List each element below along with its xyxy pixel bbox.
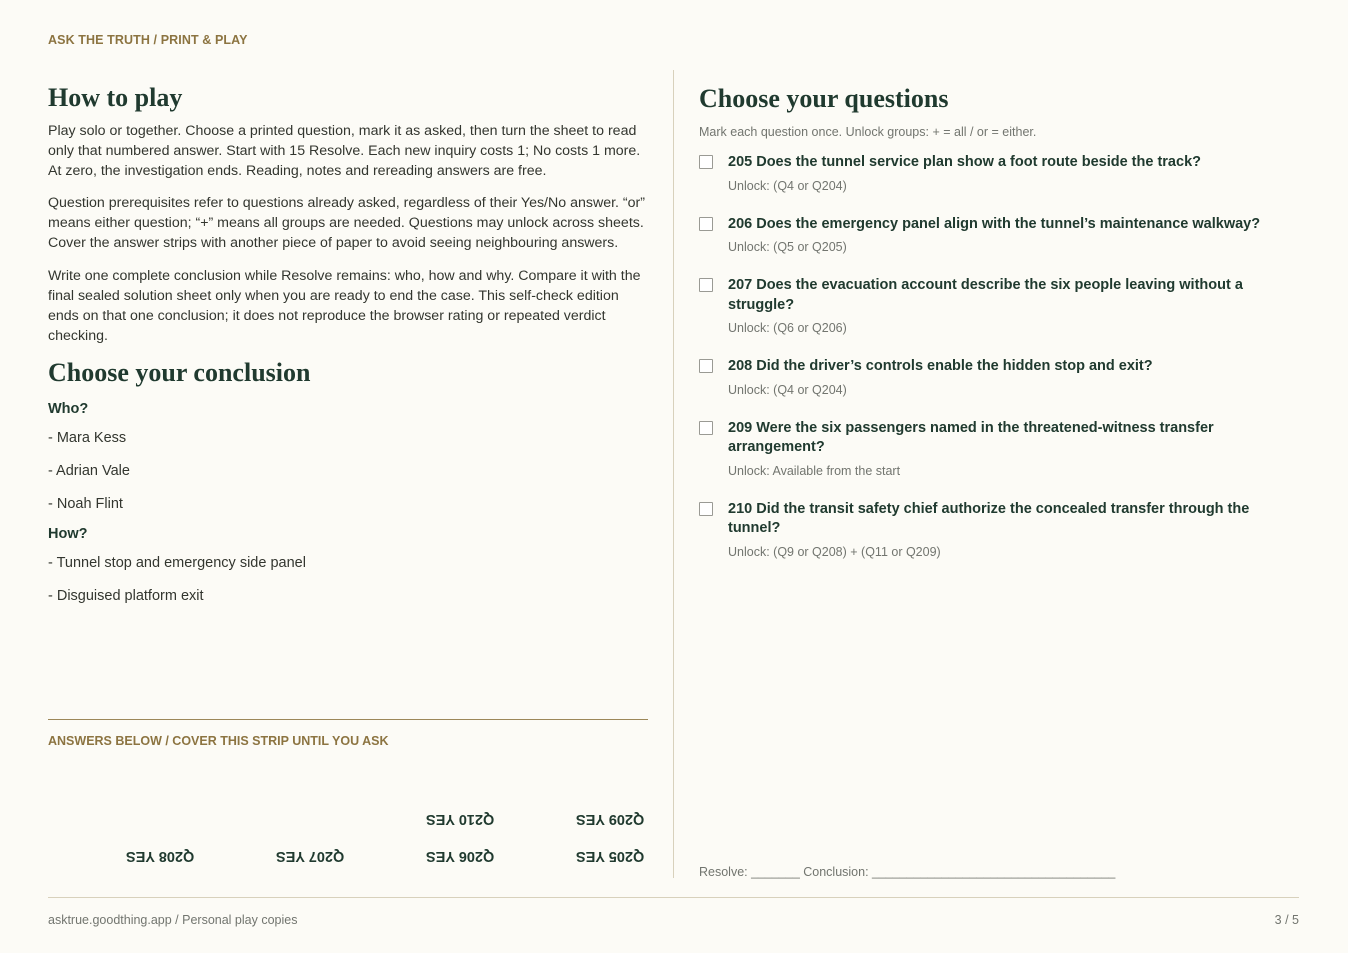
answer-q208: Q208 YES [126,848,195,864]
how-label: How? [48,526,88,542]
question-unlock: Unlock: (Q4 or Q204) [728,382,847,397]
footer-source: asktrue.goodthing.app / Personal play copies [48,913,298,927]
rules-paragraph: Play solo or together. Choose a printed question, mark it as asked, then turn the sheet to read only that numbered answer. Start with 15 Resolve. Each new inquiry costs 1; No costs 1 more. At zero, the investigation ends. Reading, notes and rereading answers are free. [48,123,641,179]
how-to-play-heading: How to play [48,83,183,112]
question-list [699,153,1299,561]
how-option: - Disguised platform exit [48,588,204,604]
how-option: - Tunnel stop and emergency side panel [48,555,306,571]
question-checkbox[interactable] [699,359,713,373]
question-item-205 [699,153,1299,195]
question-item-209 [699,419,1299,480]
question-text: 210 Did the transit safety chief authorize the concealed transfer through the tunnel? [728,500,1250,536]
who-label: Who? [48,401,89,417]
footer-rule [48,897,1299,898]
answer-strip-label: ANSWERS BELOW / COVER THIS STRIP UNTIL YOU ASK [48,734,389,748]
answer-q209: Q209 YES [576,811,645,827]
answer-q205: Q205 YES [576,848,645,864]
question-checkbox[interactable] [699,278,713,292]
who-option: - Noah Flint [48,496,123,512]
question-text: 209 Were the six passengers named in the threatened-witness transfer arrangement? [728,419,1214,455]
questions-column [699,83,1299,581]
answer-q206: Q206 YES [426,848,495,864]
column-divider [673,70,674,878]
who-option: - Mara Kess [48,430,127,446]
answer-q207: Q207 YES [276,848,345,864]
question-text: 206 Does the emergency panel align with the tunnel’s maintenance walkway? [728,215,1261,232]
question-unlock: Unlock: (Q6 or Q206) [728,321,847,335]
sheet-kicker: ASK THE TRUTH / PRINT & PLAY [48,33,248,47]
rules-paragraph: Question prerequisites refer to questions already asked, regardless of their Yes/No answer. “or” means either question; “+” means all groups are needed. Questions may unlock across sheets. Cover the answer strips with another piece of paper to avoid seeing neighbouring answers. [48,195,645,251]
answer-strip-rule [48,719,648,720]
questions-heading: Choose your questions [699,84,949,113]
conclusion-heading: Choose your conclusion [48,358,311,387]
questions-instructions: Mark each question once. Unlock groups: + = all / or = either. [699,125,1037,139]
resolve-conclusion-line: Resolve: _______ Conclusion: ___________________________________ [699,865,1116,879]
question-item-206 [699,215,1299,257]
question-checkbox[interactable] [699,155,713,169]
question-checkbox[interactable] [699,217,713,231]
question-unlock: Unlock: (Q4 or Q204) [728,178,847,193]
question-item-208 [699,357,1299,399]
who-option: - Adrian Vale [48,463,130,479]
question-unlock: Unlock: (Q9 or Q208) + (Q11 or Q209) [728,544,941,559]
question-text: 208 Did the driver’s controls enable the hidden stop and exit? [728,358,1153,374]
answer-q210: Q210 YES [426,811,495,827]
question-unlock: Unlock: (Q5 or Q205) [728,240,847,254]
question-text: 205 Does the tunnel service plan show a foot route beside the track? [728,154,1201,170]
question-item-210 [699,500,1299,561]
rules-column [48,82,650,606]
page-number: 3 / 5 [1274,913,1299,927]
rules-paragraph: Write one complete conclusion while Resolve remains: who, how and why. Compare it with the final sealed solution sheet only when you are ready to end the case. This self-check edition ends on that one conclusion; it does not reproduce the browser rating or repeated verdict checking. [48,268,641,344]
question-unlock: Unlock: Available from the start [728,463,901,478]
question-checkbox[interactable] [699,502,713,516]
question-text: 207 Does the evacuation account describe the six people leaving without a struggle? [728,277,1243,313]
question-checkbox[interactable] [699,421,713,435]
question-item-207 [699,276,1299,337]
